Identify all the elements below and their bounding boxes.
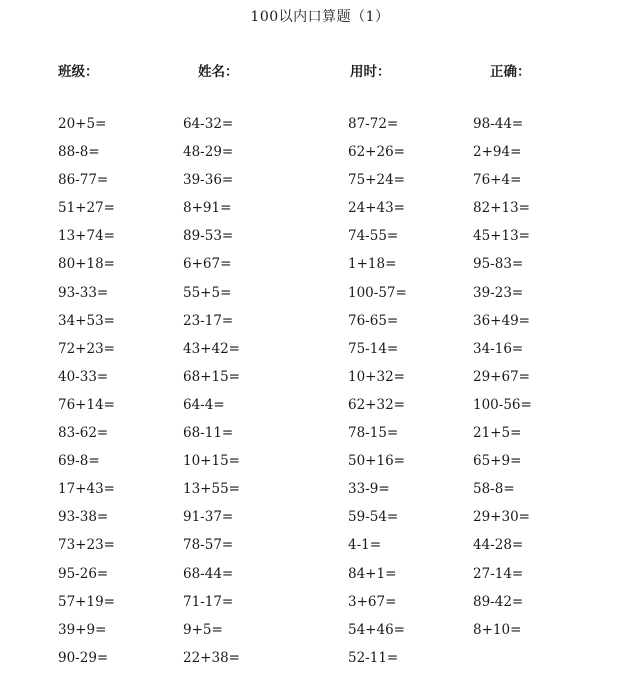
problem-item: 52-11= bbox=[348, 649, 399, 666]
problem-item: 59-54= bbox=[348, 509, 399, 526]
problem-item: 54+46= bbox=[348, 621, 405, 638]
problem-item: 91-37= bbox=[183, 509, 234, 526]
problem-item: 75-14= bbox=[348, 340, 399, 357]
problem-item: 71-17= bbox=[183, 593, 234, 610]
time-label: 用时： bbox=[350, 64, 391, 80]
problem-item: 13+74= bbox=[58, 228, 115, 245]
problem-item: 20+5= bbox=[58, 116, 107, 132]
problem-column-4 bbox=[473, 114, 532, 648]
problem-item: 36+49= bbox=[473, 312, 530, 329]
name-label: 姓名： bbox=[198, 64, 239, 80]
problem-item: 43+42= bbox=[183, 340, 240, 357]
problem-item: 65+9= bbox=[473, 453, 522, 470]
problem-item: 9+5= bbox=[183, 621, 223, 638]
problem-item: 76+14= bbox=[58, 396, 115, 413]
problem-item: 89-53= bbox=[183, 228, 234, 245]
problem-item: 57+19= bbox=[58, 593, 115, 610]
problem-item: 21+5= bbox=[473, 425, 522, 442]
problem-item: 98-44= bbox=[473, 116, 524, 132]
problem-item: 76-65= bbox=[348, 312, 399, 329]
problem-item: 86-77= bbox=[58, 172, 109, 189]
problem-item: 69-8= bbox=[58, 453, 100, 470]
problem-item: 33-9= bbox=[348, 481, 390, 498]
problem-item: 44-28= bbox=[473, 537, 524, 554]
problem-item: 55+5= bbox=[183, 284, 232, 301]
problem-item: 22+38= bbox=[183, 649, 240, 666]
problem-item: 95-26= bbox=[58, 565, 109, 582]
problem-item: 75+24= bbox=[348, 172, 405, 189]
problem-item: 73+23= bbox=[58, 537, 115, 554]
problem-item: 45+13= bbox=[473, 228, 530, 245]
problem-item: 48-29= bbox=[183, 144, 234, 161]
problem-item: 39-23= bbox=[473, 284, 524, 301]
problem-item: 90-29= bbox=[58, 649, 109, 666]
problem-item: 88-8= bbox=[58, 144, 100, 161]
problem-item: 34+53= bbox=[58, 312, 115, 329]
problem-item: 83-62= bbox=[58, 425, 109, 442]
problem-item: 82+13= bbox=[473, 200, 530, 217]
problem-item: 39-36= bbox=[183, 172, 234, 189]
problem-item: 80+18= bbox=[58, 256, 115, 273]
worksheet-title: 100以内口算题（1） bbox=[250, 9, 390, 25]
problem-item: 10+32= bbox=[348, 368, 405, 385]
problem-column-2 bbox=[183, 114, 240, 676]
problem-column-1 bbox=[58, 114, 115, 676]
problem-item: 95-83= bbox=[473, 256, 524, 273]
problem-item: 50+16= bbox=[348, 453, 405, 470]
problem-item: 93-38= bbox=[58, 509, 109, 526]
problem-item: 6+67= bbox=[183, 256, 232, 273]
problem-item: 74-55= bbox=[348, 228, 399, 245]
problem-item: 89-42= bbox=[473, 593, 524, 610]
problem-column-3 bbox=[348, 114, 407, 676]
problem-item: 29+67= bbox=[473, 368, 530, 385]
problem-item: 93-33= bbox=[58, 284, 109, 301]
correct-label: 正确： bbox=[490, 64, 531, 80]
problem-item: 100-57= bbox=[348, 284, 407, 301]
problem-item: 3+67= bbox=[348, 593, 397, 610]
problem-item: 1+18= bbox=[348, 256, 397, 273]
problem-item: 64-4= bbox=[183, 396, 225, 413]
problem-item: 8+10= bbox=[473, 621, 522, 638]
problem-item: 2+94= bbox=[473, 144, 522, 161]
problem-item: 13+55= bbox=[183, 481, 240, 498]
problem-item: 51+27= bbox=[58, 200, 115, 217]
problem-item: 17+43= bbox=[58, 481, 115, 498]
problem-item: 64-32= bbox=[183, 116, 234, 132]
problem-item: 27-14= bbox=[473, 565, 524, 582]
problem-item: 23-17= bbox=[183, 312, 234, 329]
problem-item: 72+23= bbox=[58, 340, 115, 357]
problem-item: 87-72= bbox=[348, 116, 399, 132]
problem-item: 34-16= bbox=[473, 340, 524, 357]
problem-item: 68-11= bbox=[183, 425, 234, 442]
problem-item: 62+26= bbox=[348, 144, 405, 161]
problem-item: 68-44= bbox=[183, 565, 234, 582]
problem-item: 39+9= bbox=[58, 621, 107, 638]
problem-item: 8+91= bbox=[183, 200, 232, 217]
problem-item: 68+15= bbox=[183, 368, 240, 385]
problem-item: 84+1= bbox=[348, 565, 397, 582]
problem-item: 10+15= bbox=[183, 453, 240, 470]
problem-item: 40-33= bbox=[58, 368, 109, 385]
problem-item: 24+43= bbox=[348, 200, 405, 217]
problem-item: 78-57= bbox=[183, 537, 234, 554]
problem-item: 100-56= bbox=[473, 396, 532, 413]
problem-item: 58-8= bbox=[473, 481, 515, 498]
problem-item: 78-15= bbox=[348, 425, 399, 442]
class-label: 班级： bbox=[58, 64, 99, 80]
problem-item: 62+32= bbox=[348, 396, 405, 413]
problem-item: 4-1= bbox=[348, 537, 382, 554]
problem-item: 29+30= bbox=[473, 509, 530, 526]
problem-item: 76+4= bbox=[473, 172, 522, 189]
